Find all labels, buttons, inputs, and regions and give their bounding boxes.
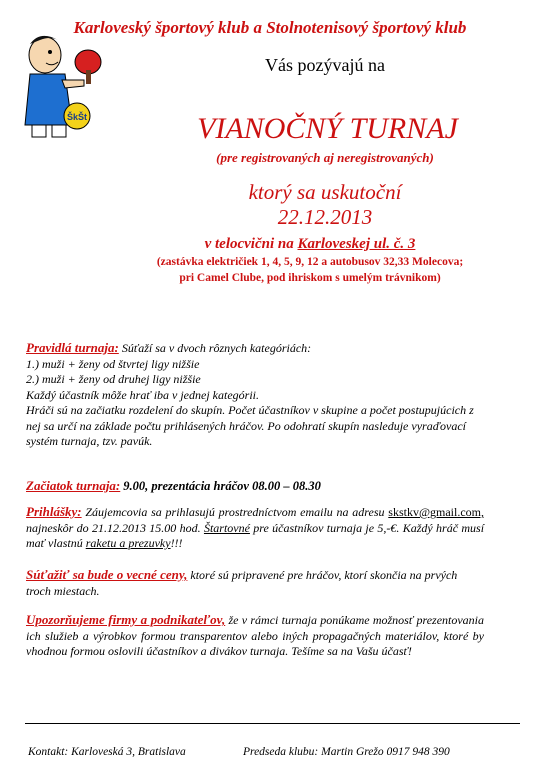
registration-racket: raketu a prezuvky [85,536,171,550]
page-title: Karloveský športový klub a Stolnotenisový športový klub [73,18,467,37]
rules-label: Pravidlá turnaja: [26,340,119,355]
club-logo [10,30,110,140]
rules-note-2: Hráči sú na začiatku rozdelení do skupín. Počet účastníkov v skupine a počet postupujúcich z nej sa určí na základe počtu prihlásených hráčov. Po odohratí skupín nasleduje vyraďovací systém turnaja, tzv. pavúk. [26,403,474,448]
prizes-section [26,567,484,599]
registration-text-4: !!! [170,536,183,550]
companies-text: že v rámci turnaja ponúkame možnosť prezentovania ich služieb a výrobkov formou transparentov alebo iných propagačných materiálov, ktoré by vhodnou formou oslovili účastníkov a divákov turnaja. Tešíme sa na Vašu účasť! [26,613,485,658]
rules-cat-2: 2.) muži + ženy od druhej ligy nižšie [26,372,201,386]
transport-line-2: pri Camel Clube, pod ihriskom s umelým trávnikom) [179,272,441,284]
event-when: ktorý sa uskutoční [248,180,402,204]
transport-info [80,254,540,286]
logo-text: ŠkŠt [66,112,88,122]
event-name: VIANOČNÝ TURNAJ [197,112,458,145]
companies-label: Upozorňujeme firmy a podnikateľov, [26,612,226,627]
start-section [26,478,484,495]
registration-fee-word: Štartovné [203,520,250,535]
footer-divider [25,723,520,724]
transport-line-1: (zastávka električiek 1, 4, 5, 9, 12 a autobusov 32,33 Molecova; [156,256,464,268]
rules-intro: Súťaží sa v dvoch rôznych kategóriách: [121,341,312,355]
registration-section [26,504,484,552]
start-label: Začiatok turnaja: [26,478,121,493]
registration-label: Prihlášky: [26,504,82,519]
rules-cat-1: 1.) muži + ženy od štvrtej ligy nižšie [26,356,200,371]
rules-section [26,340,484,450]
footer-contact: Kontakt: Karloveská 3, Bratislava [28,746,186,758]
prizes-label: Súťažiť sa bude o vecné ceny, [26,567,188,582]
rules-note-1: Každý účastník môže hrať iba v jednej kategórii. [26,387,259,402]
registration-email[interactable]: skstkv@gmail.com, [388,505,484,519]
registration-text-1: Záujemcovia sa prihlasujú prostredníctvom emailu na adresu [85,505,385,519]
event-subtitle: (pre registrovaných aj neregistrovaných) [216,150,434,165]
registration-text-3: pre účastníkov turnaja je 5,-€. Každý hráč musí mať vlastnú [26,520,485,550]
event-date: 22.12.2013 [277,205,373,229]
start-text: 9.00, prezentácia hráčov 08.00 – 08.30 [123,479,321,493]
footer-chair: Predseda klubu: Martin Grežo 0917 948 390 [243,746,450,758]
invite-line: Vás pozývajú na [265,55,385,75]
event-venue [80,236,540,253]
prizes-text: ktoré sú pripravené pre hráčov, ktorí skončia na prvých troch miestach. [26,568,458,598]
registration-text-2: najneskôr do 21.12.2013 15.00 hod. [26,520,201,535]
companies-section [26,612,484,660]
venue-prefix: v telocvični na [204,236,294,252]
venue-address: Karloveskej ul. č. 3 [297,236,416,252]
